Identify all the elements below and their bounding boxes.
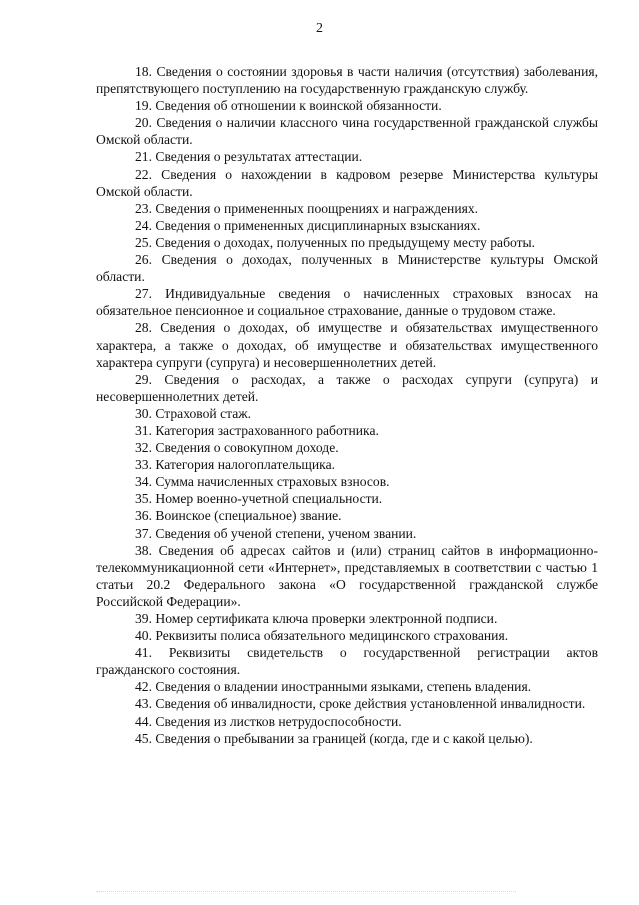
list-item-28: 28. Сведения о доходах, об имуществе и обязательствах имущественного характера, а также о доходах, об имуществе и обязательствах имущественного характера супруги (супруга) и несовершеннолетних детей. bbox=[96, 320, 598, 370]
list-item-27: 27. Индивидуальные сведения о начисленных страховых взносах на обязательное пенсионное и социальное страхование, данные о трудовом стаже. bbox=[96, 286, 598, 319]
list-item-32: 32. Сведения о совокупном доходе. bbox=[135, 440, 339, 456]
list-item-21: 21. Сведения о результатах аттестации. bbox=[135, 149, 363, 165]
list-item-29: 29. Сведения о расходах, а также о расходах супруги (супруга) и несовершеннолетних детей. bbox=[96, 371, 598, 404]
list-item-33: 33. Категория налогоплательщика. bbox=[135, 457, 336, 473]
list-item-18: 18. Сведения о состоянии здоровья в части наличия (отсутствия) заболевания, препятствующего поступлению на государственную гражданскую службу. bbox=[96, 64, 598, 97]
list-item-41: 41. Реквизиты свидетельств о государственной регистрации актов гражданского состояния. bbox=[96, 645, 598, 678]
list-item-45: 45. Сведения о пребывании за границей (когда, где и с какой целью). bbox=[135, 730, 533, 746]
list-item-19: 19. Сведения об отношении к воинской обязанности. bbox=[135, 98, 442, 114]
list-item-22: 22. Сведения о нахождении в кадровом резерве Министерства культуры Омской области. bbox=[96, 166, 598, 199]
list-item-43: 43. Сведения об инвалидности, сроке действия установленной инвалидности. bbox=[135, 696, 586, 712]
list-item-42: 42. Сведения о владении иностранными языками, степень владения. bbox=[135, 679, 532, 695]
list-item-38: 38. Сведения об адресах сайтов и (или) страниц сайтов в информационно-телекоммуникационной сети «Интернет», представляемых в соответствии с частью 1 статьи 20.2 Федерального закона «О государственной гражданской службе Российской Федерации». bbox=[96, 542, 598, 609]
list-item-30: 30. Страховой стаж. bbox=[135, 405, 252, 421]
list-item-39: 39. Номер сертификата ключа проверки электронной подписи. bbox=[135, 611, 498, 626]
list-item-36: 36. Воинское (специальное) звание. bbox=[135, 508, 342, 524]
page-number: 2 bbox=[316, 21, 323, 36]
list-item-37: 37. Сведения об ученой степени, ученом звании. bbox=[135, 525, 417, 541]
list-item-23: 23. Сведения о примененных поощрениях и награждениях. bbox=[135, 200, 479, 216]
list-item-40: 40. Реквизиты полиса обязательного медицинского страхования. bbox=[135, 628, 509, 644]
list-item-20: 20. Сведения о наличии классного чина государственной гражданской службы Омской области. bbox=[96, 115, 598, 148]
list-item-26: 26. Сведения о доходах, полученных в Министерстве культуры Омской области. bbox=[96, 252, 598, 285]
list-item-25: 25. Сведения о доходах, полученных по предыдущему месту работы. bbox=[135, 234, 536, 250]
scan-edge-artifact bbox=[96, 891, 516, 892]
personal-data-list bbox=[96, 63, 598, 747]
list-item-35: 35. Номер военно-учетной специальности. bbox=[135, 491, 383, 507]
list-item-34: 34. Сумма начисленных страховых взносов. bbox=[135, 474, 390, 490]
list-item-44: 44. Сведения из листков нетрудоспособности. bbox=[135, 713, 402, 729]
list-item-24: 24. Сведения о примененных дисциплинарных взысканиях. bbox=[135, 217, 481, 233]
list-item-31: 31. Категория застрахованного работника. bbox=[135, 422, 379, 438]
